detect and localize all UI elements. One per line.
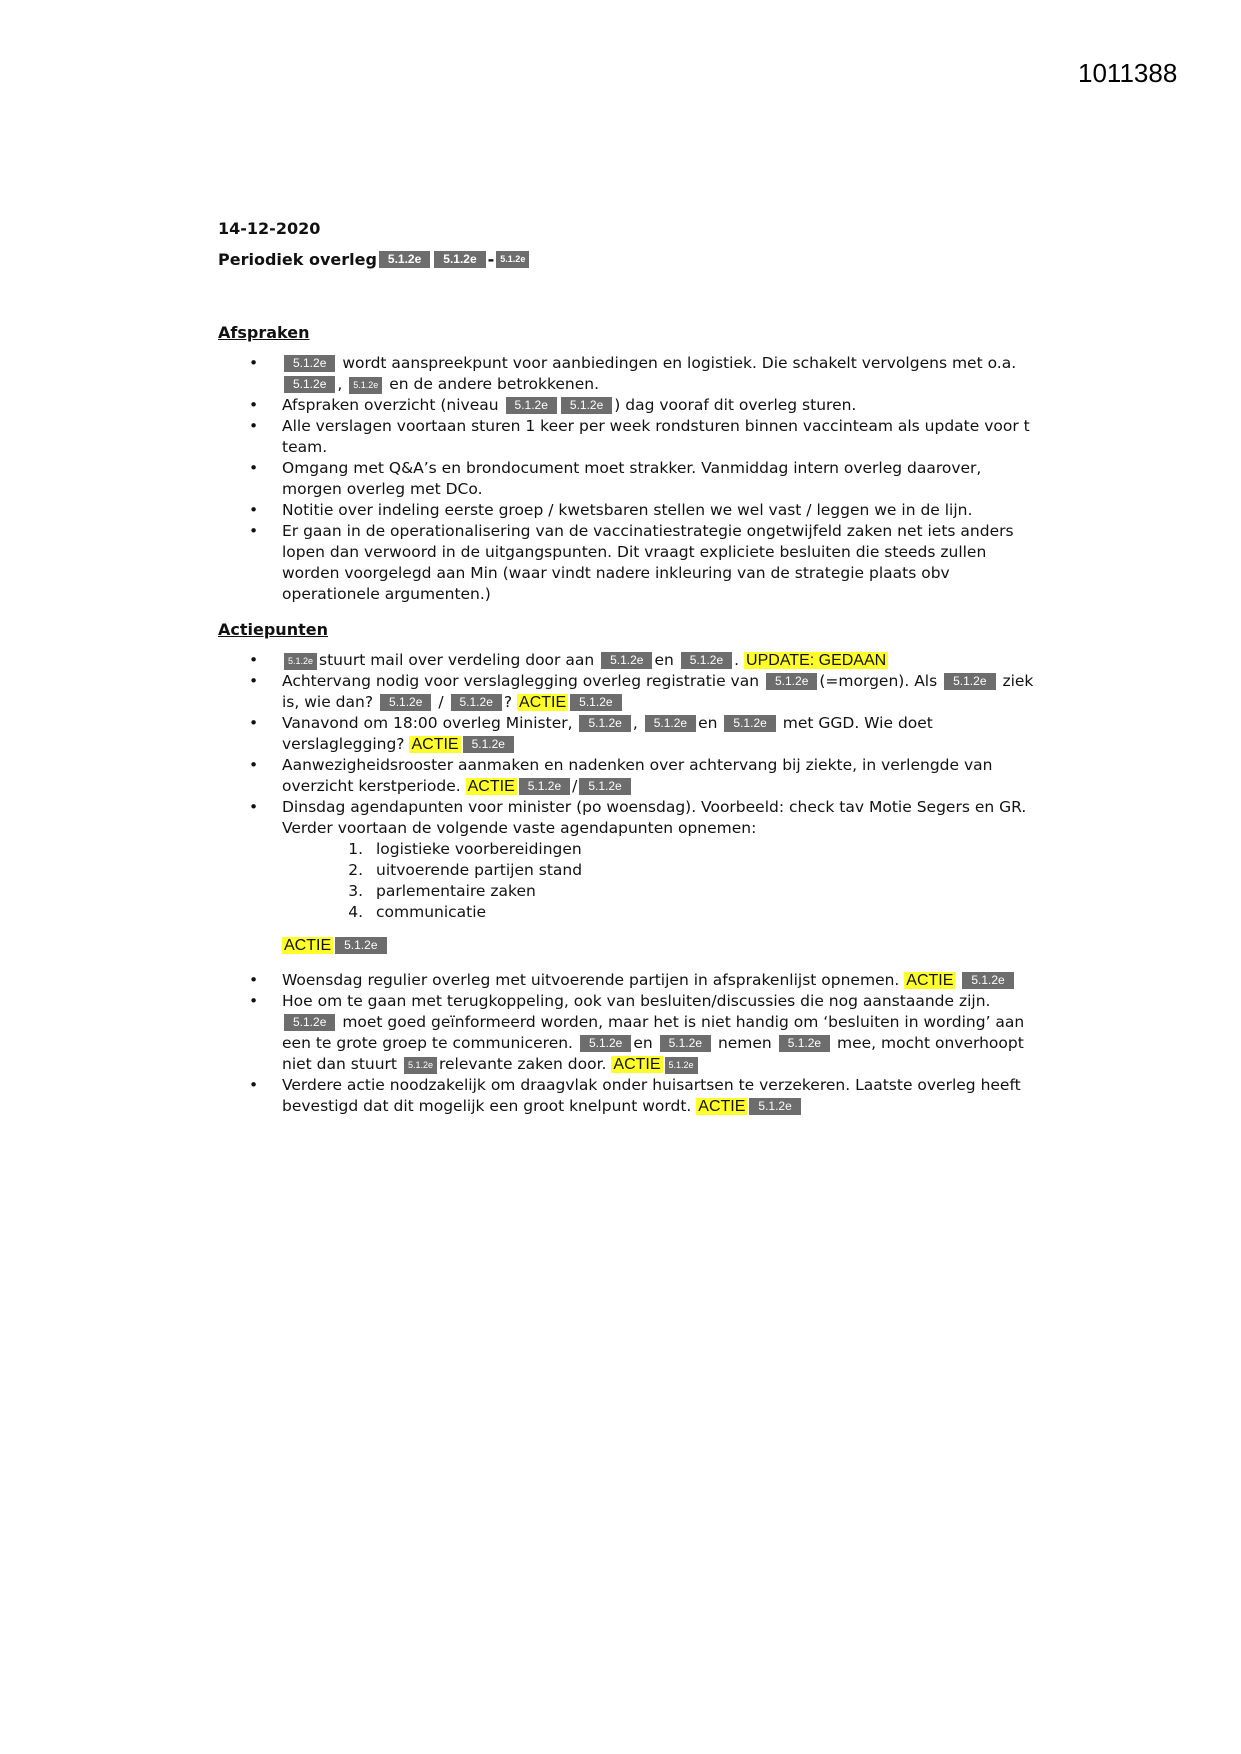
agenda-points-list: [350, 839, 1038, 923]
text: Alle verslagen voortaan sturen 1 keer per week rondsturen binnen vaccinteam als update voor t team.: [282, 417, 1030, 456]
text: wordt aanspreekpunt voor aanbiedingen en logistiek. Die schakelt vervolgens met o.a.: [342, 354, 1017, 372]
actiepunten-list: [218, 650, 1038, 923]
text: ,: [632, 714, 638, 732]
redaction: 5.1.2e: [380, 694, 431, 711]
text: .: [734, 651, 740, 669]
redaction: 5.1.2e: [962, 972, 1013, 989]
actie-highlight: ACTIE: [284, 937, 332, 954]
redaction: 5.1.2e: [463, 736, 514, 753]
redaction: 5.1.2e: [379, 251, 430, 268]
update-highlight: UPDATE: GEDAAN: [746, 652, 887, 669]
list-item: [218, 521, 1038, 605]
redaction: 5.1.2e: [579, 715, 630, 732]
document-id: 1011388: [1078, 58, 1178, 88]
agenda-point: 4. communicatie: [368, 902, 1038, 923]
text: /: [572, 777, 578, 795]
redaction: 5.1.2e: [561, 397, 612, 414]
redaction: 5.1.2e: [284, 653, 317, 670]
meeting-title: Periodiek overleg 5.1.2e 5.1.2e - 5.1.2e: [218, 249, 1038, 270]
list-item: [218, 416, 1038, 458]
list-item: [218, 671, 1038, 713]
actie-highlight: ACTIE: [467, 778, 515, 795]
list-item: [218, 353, 1038, 395]
meeting-date: 14-12-2020: [218, 219, 321, 238]
redaction: 5.1.2e: [434, 251, 485, 268]
actie-highlight: ACTIE: [519, 694, 567, 711]
text: en: [654, 651, 674, 669]
text: en de andere betrokkenen.: [389, 375, 600, 393]
text: Dinsdag agendapunten voor minister (po woensdag). Voorbeeld: check tav Motie Segers en GR. Verder voortaan de volgende vaste agendapunten opnemen:: [282, 798, 1027, 837]
redaction: 5.1.2e: [766, 673, 817, 690]
agenda-point: 1. logistieke voorbereidingen: [368, 839, 1038, 860]
text: moet goed geïnformeerd worden, maar het is niet handig om ‘besluiten in wording’ aan een te grote groep te communiceren.: [282, 1013, 1025, 1052]
text: relevante zaken door.: [438, 1055, 607, 1073]
list-item: [218, 650, 1038, 671]
section-heading-actiepunten: Actiepunten: [218, 620, 328, 639]
redaction: 5.1.2e: [284, 376, 335, 393]
actie-highlight: ACTIE: [613, 1056, 661, 1073]
agenda-point: 3. parlementaire zaken: [368, 881, 1038, 902]
redaction: 5.1.2e: [335, 937, 386, 954]
redaction: 5.1.2e: [601, 652, 652, 669]
list-item: [218, 500, 1038, 521]
redaction: 5.1.2e: [519, 778, 570, 795]
text: ziek is, wie dan?: [282, 672, 1034, 711]
list-item: [218, 970, 1038, 991]
redaction: 5.1.2e: [665, 1057, 698, 1074]
actiepunten-list-continued: [218, 970, 1038, 1117]
text: nemen: [717, 1034, 772, 1052]
list-item: [218, 458, 1038, 500]
redaction: 5.1.2e: [579, 778, 630, 795]
agenda-point: 2. uitvoerende partijen stand: [368, 860, 1038, 881]
actie-highlight: ACTIE: [411, 736, 459, 753]
redaction: 5.1.2e: [349, 377, 382, 394]
text: Er gaan in de operationalisering van de vaccinatiestrategie ongetwijfeld zaken net iets anders lopen dan verwoord in de uitgangspunten. Dit vraagt expliciete besluiten die steeds zullen worden voorgelegd aan Min (waar vindt nadere inkleuring van de strategie plaats obv operationele argumenten.): [282, 522, 1014, 603]
list-item: [218, 713, 1038, 755]
text: en: [698, 714, 718, 732]
redaction: 5.1.2e: [284, 1014, 335, 1031]
redaction: 5.1.2e: [779, 1035, 830, 1052]
text: Hoe om te gaan met terugkoppeling, ook van besluiten/discussies die nog aanstaande zijn.: [282, 992, 991, 1010]
redaction: 5.1.2e: [681, 652, 732, 669]
redaction: 5.1.2e: [284, 355, 335, 372]
text: mee, mocht onverhoopt niet dan stuurt: [282, 1034, 1024, 1073]
redaction: 5.1.2e: [451, 694, 502, 711]
actie-highlight: ACTIE: [906, 972, 954, 989]
text: stuurt mail over verdeling door aan: [319, 651, 595, 669]
redaction: 5.1.2e: [749, 1098, 800, 1115]
redaction: 5.1.2e: [660, 1035, 711, 1052]
list-item: [218, 1075, 1038, 1117]
list-item: [218, 991, 1038, 1075]
actie-highlight: ACTIE: [698, 1098, 746, 1115]
text: (=morgen). Als: [819, 672, 938, 690]
redaction: 5.1.2e: [506, 397, 557, 414]
document-body: [218, 218, 1038, 1117]
text: ,: [337, 375, 343, 393]
redaction: 5.1.2e: [944, 673, 995, 690]
text: Aanwezigheidsrooster aanmaken en nadenken over achtervang bij ziekte, in verlengde van overzicht kerstperiode.: [282, 756, 993, 795]
redaction: 5.1.2e: [404, 1057, 437, 1074]
redaction: 5.1.2e: [645, 715, 696, 732]
list-item: [218, 395, 1038, 416]
list-item: [218, 755, 1038, 797]
redaction: 5.1.2e: [496, 251, 529, 268]
text: Verdere actie noodzakelijk om draagvlak onder huisartsen te verzekeren. Laatste overleg heeft bevestigd dat dit mogelijk een groot knelpunt wordt.: [282, 1076, 1021, 1115]
text: Woensdag regulier overleg met uitvoerende partijen in afsprakenlijst opnemen.: [282, 971, 900, 989]
text: ?: [503, 693, 513, 711]
text: Omgang met Q&A’s en brondocument moet strakker. Vanmiddag intern overleg daarover, morgen overleg met DCo.: [282, 459, 982, 498]
actie-block: [282, 935, 1038, 956]
redaction: 5.1.2e: [570, 694, 621, 711]
afspraken-list: [218, 353, 1038, 605]
section-heading-afspraken: Afspraken: [218, 323, 310, 342]
text: Afspraken overzicht (niveau: [282, 396, 499, 414]
text: en: [633, 1034, 653, 1052]
redaction: 5.1.2e: [580, 1035, 631, 1052]
meeting-title-text: Periodiek overleg: [218, 250, 377, 269]
list-item: [218, 797, 1038, 923]
text: Vanavond om 18:00 overleg Minister,: [282, 714, 573, 732]
text: Achtervang nodig voor verslaglegging overleg registratie van: [282, 672, 760, 690]
text: Notitie over indeling eerste groep / kwetsbaren stellen we wel vast / leggen we in de lijn.: [282, 501, 973, 519]
redaction: 5.1.2e: [724, 715, 775, 732]
text: met GGD. Wie doet verslaglegging?: [282, 714, 933, 753]
text: ) dag vooraf dit overleg sturen.: [614, 396, 857, 414]
text: /: [438, 693, 444, 711]
